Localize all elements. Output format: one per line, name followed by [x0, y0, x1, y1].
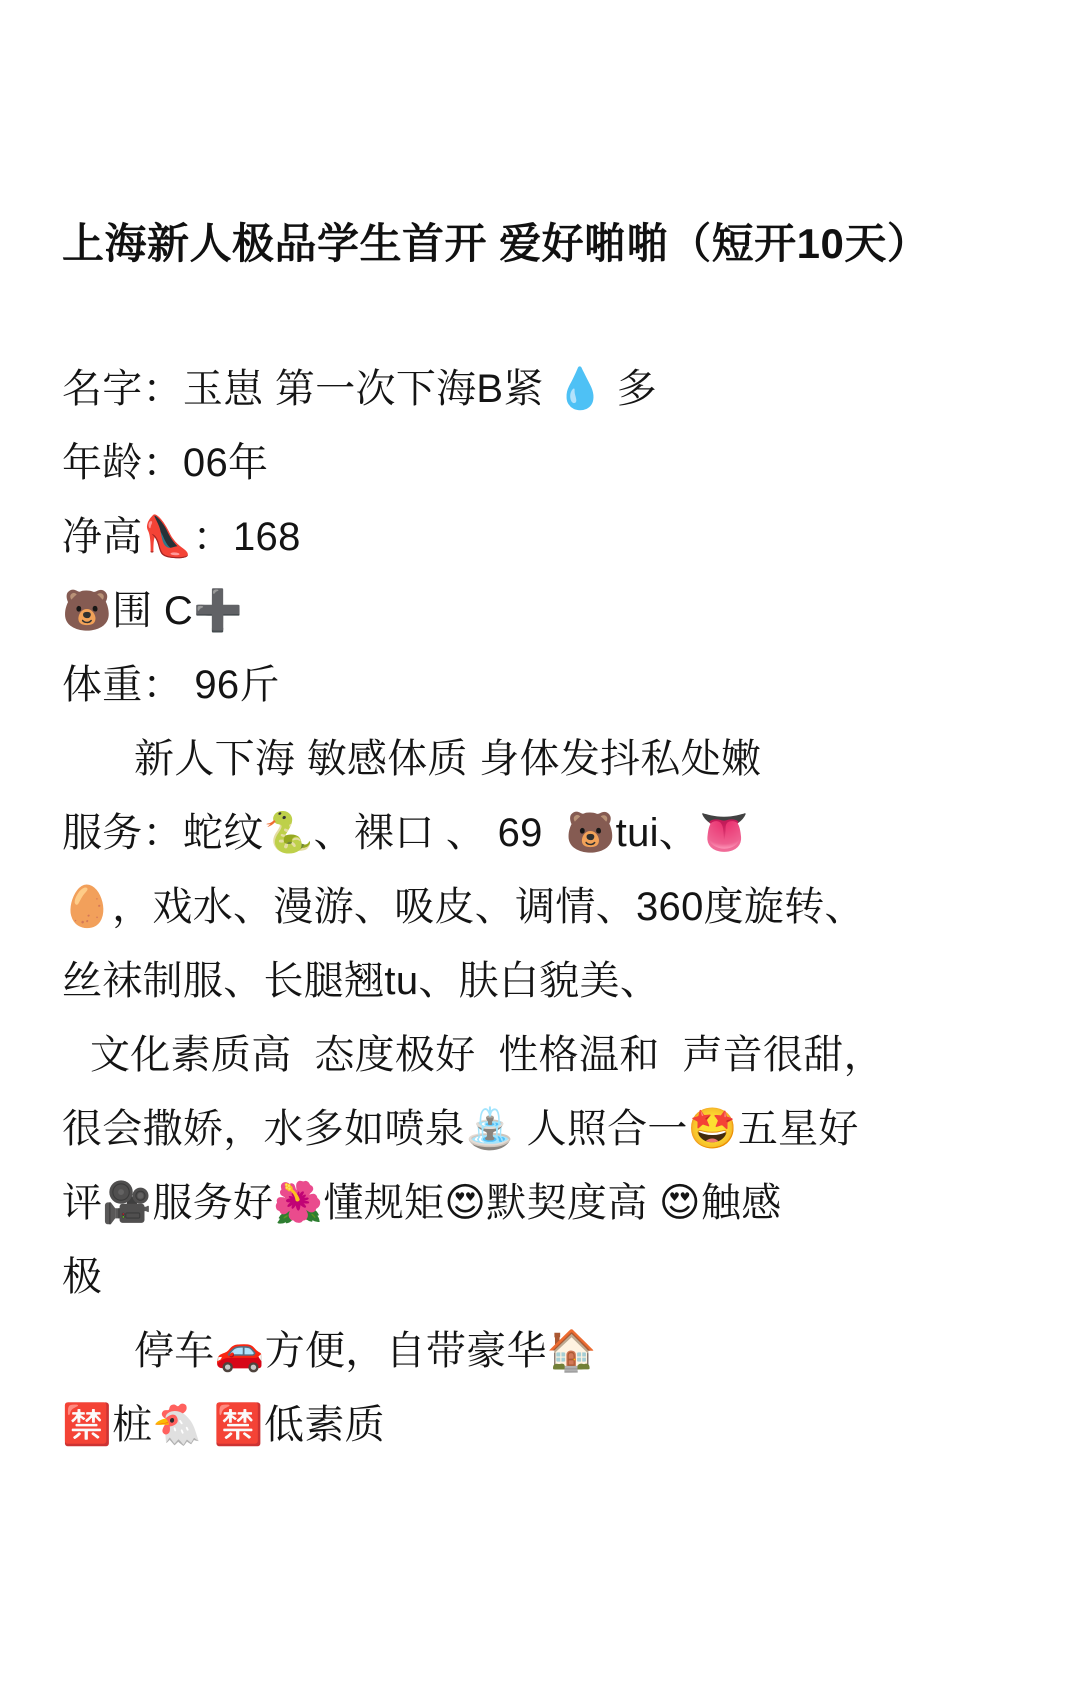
- text-line: 很会撒娇，水多如喷泉⛲ 人照合一🤩五星好: [62, 1107, 859, 1151]
- text-line: 文化素质高 态度极好 性格温和 声音很甜，: [90, 1033, 884, 1077]
- text-line: 极: [62, 1255, 103, 1299]
- text-line: 年龄：06年: [62, 441, 269, 485]
- page-title: 上海新人极品学生首开 爱好啪啪（短开10天）: [62, 220, 930, 267]
- text-line: 停车🚗方便，自带豪华🏠: [134, 1329, 597, 1373]
- text-line: 名字：玉崽 第一次下海B紧 💧 多: [62, 367, 657, 411]
- document-body: [62, 352, 1034, 1462]
- text-line: 丝袜制服、长腿翘tu、肤白貌美、: [62, 959, 661, 1003]
- text-line: 🈲桩🐔 🈲低素质: [62, 1403, 385, 1447]
- text-line: 评🎥服务好🌺懂规矩😍默契度高 😍触感: [62, 1181, 782, 1225]
- text-line: 新人下海 敏感体质 身体发抖私处嫩: [134, 737, 762, 781]
- text-line: 🥚，戏水、漫游、吸皮、调情、360度旋转、: [62, 885, 865, 929]
- text-line: 服务：蛇纹🐍、裸口 、 69 🐻tui、👅: [62, 811, 750, 855]
- text-line: 🐻围 C➕: [62, 589, 244, 633]
- text-line: 体重： 96斤: [62, 663, 280, 707]
- text-line: 净高👠：168: [62, 515, 301, 559]
